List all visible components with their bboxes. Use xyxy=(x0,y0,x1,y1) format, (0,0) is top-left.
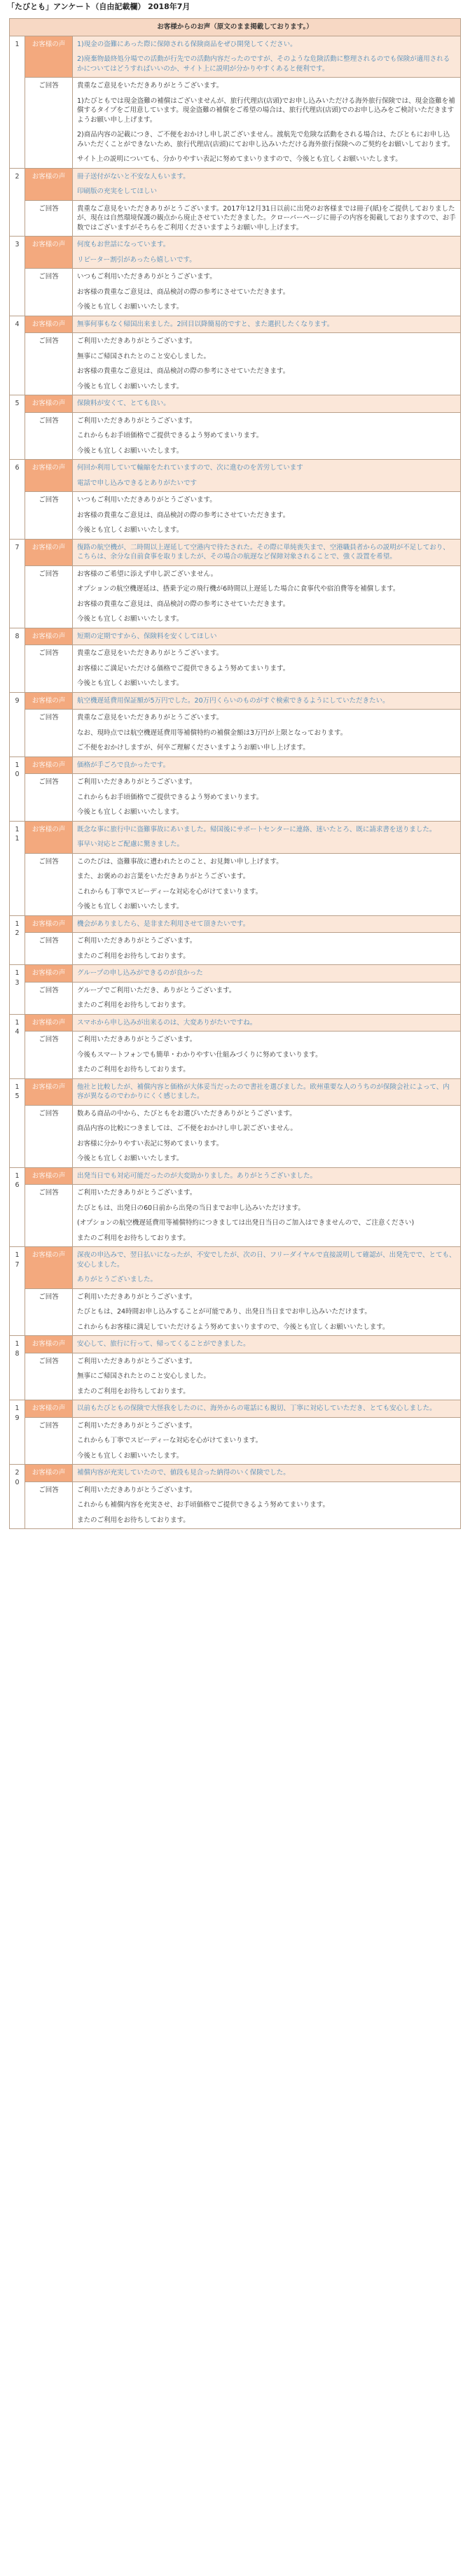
reply-paragraph: たびともは、24時間お申し込みすることが可能であり、出発日当日までお申し込みいただけます。 xyxy=(77,1308,371,1316)
reply-row xyxy=(10,1288,461,1336)
reply-label: ご回答 xyxy=(25,853,73,915)
reply-row xyxy=(10,492,461,540)
reply-row xyxy=(10,1417,461,1465)
entry-number: 15 xyxy=(10,1078,25,1167)
customer-voice-text xyxy=(73,1014,461,1032)
reply-text xyxy=(73,1185,461,1247)
voice-paragraph: ありがとうございました。 xyxy=(77,1276,158,1283)
voice-row xyxy=(10,1167,461,1185)
entry-number: 7 xyxy=(10,539,25,628)
reply-label: ご回答 xyxy=(25,269,73,316)
reply-paragraph: お客様の貴重なご意見は、商品検討の際の参考にさせていただきます。 xyxy=(77,600,290,608)
reply-text xyxy=(73,1481,461,1529)
reply-paragraph: またのご利用をお待ちしております。 xyxy=(77,1516,190,1524)
reply-text xyxy=(73,1353,461,1400)
reply-paragraph: 貴重なご意見をいただきありがとうございます。 xyxy=(77,714,223,722)
entry-number: 18 xyxy=(10,1336,25,1400)
entry-number: 14 xyxy=(10,1014,25,1078)
customer-voice-label: お客様の声 xyxy=(25,915,73,933)
customer-voice-text xyxy=(73,1336,461,1353)
reply-text xyxy=(73,1105,461,1167)
voice-paragraph: 短期の定期ですから、保険料を安くしてほしい xyxy=(77,632,217,640)
reply-paragraph: お客様のご希望に添えず申し訳ございません。 xyxy=(77,570,218,578)
customer-voice-text xyxy=(73,1167,461,1185)
reply-paragraph: 貴重なご意見をいただきありがとうございます。2017年12月31日以前に出発のお客様までは冊子(紙)をご提供しておりましたが、現在は自然環境保護の観点から廃止させていただきました。クローバーページに冊子の内容を掲載しておりますので、お手数ではございますがそちらをご利用くださいますようお願い申し上げます。 xyxy=(77,204,456,232)
reply-row xyxy=(10,710,461,757)
voice-row xyxy=(10,237,461,269)
voice-row xyxy=(10,316,461,333)
voice-row xyxy=(10,1247,461,1289)
voice-paragraph: 保険料が安くて、とても良い。 xyxy=(77,400,170,407)
voice-paragraph: 補償内容が充実していたので、値段も見合った納得のいく保険でした。 xyxy=(77,1469,290,1477)
reply-paragraph: お客様の貴重なご意見は、商品検討の際の参考にさせていただきます。 xyxy=(77,511,290,519)
customer-voice-text xyxy=(73,1400,461,1418)
voice-paragraph: 出発当日でも対応可能だったのが大変助かりました。ありがとうございました。 xyxy=(77,1171,317,1180)
customer-voice-text xyxy=(73,1465,461,1482)
entry-number: 16 xyxy=(10,1167,25,1247)
reply-paragraph: 今後とも宜しくお願いいたします。 xyxy=(77,446,184,455)
reply-label: ご回答 xyxy=(25,1105,73,1167)
reply-paragraph: ご利用いただきありがとうございます。 xyxy=(77,778,197,786)
customer-voice-label: お客様の声 xyxy=(25,1078,73,1105)
reply-paragraph: 今後とも宜しくお願いいたします。 xyxy=(77,1155,184,1162)
reply-paragraph: 2)商品内容の記載につき、ご不便をおかけし申し訳ございません。渡航先で危険な活動をされる場合は、たびともにお申し込みいただくことができないため、旅行代理店(店頭)にてお申し込みいただける海外旅行保険へのご契約をお願いしております。 xyxy=(77,131,455,148)
survey-table xyxy=(9,18,461,1529)
reply-row xyxy=(10,333,461,395)
reply-paragraph: 今後とも宜しくお願いいたします。 xyxy=(77,903,184,910)
reply-paragraph: たびともは、出発日の60日前から出発の当日までお申し込みいただけます。 xyxy=(77,1204,305,1212)
voice-row xyxy=(10,1336,461,1353)
voice-paragraph: 無事何事もなく帰国出来ました。2回目以降簡易的ですと、また選択したくなります。 xyxy=(77,320,334,328)
voice-row xyxy=(10,168,461,200)
reply-label: ご回答 xyxy=(25,1185,73,1247)
voice-paragraph: リピーター割引があったら嬉しいです。 xyxy=(77,255,196,264)
reply-row xyxy=(10,565,461,628)
reply-paragraph: 貴重なご意見をいただきありがとうございます。 xyxy=(77,82,223,90)
reply-text xyxy=(73,412,461,460)
voice-paragraph: グループの申し込みができるのが良かった xyxy=(77,969,203,977)
reply-paragraph: ご利用いただきありがとうございます。 xyxy=(77,1036,197,1043)
reply-text xyxy=(73,1032,461,1079)
customer-voice-label: お客様の声 xyxy=(25,965,73,983)
customer-voice-label: お客様の声 xyxy=(25,1400,73,1418)
reply-paragraph: 今後とも宜しくお願いいたします。 xyxy=(77,808,184,816)
entry-number: 17 xyxy=(10,1247,25,1336)
reply-paragraph: 今後とも宜しくお願いいたします。 xyxy=(77,526,184,534)
reply-paragraph: お客様の貴重なご意見は、商品検討の際の参考にさせていただきます。 xyxy=(77,288,290,296)
customer-voice-label: お客様の声 xyxy=(25,821,73,853)
entry-number: 12 xyxy=(10,915,25,965)
customer-voice-label: お客様の声 xyxy=(25,36,73,78)
reply-text xyxy=(73,492,461,540)
customer-voice-text xyxy=(73,395,461,413)
voice-row xyxy=(10,395,461,413)
reply-paragraph: これからもお手頃価格でご提供できるよう努めてまいります。 xyxy=(77,793,263,801)
reply-row xyxy=(10,853,461,915)
voice-paragraph: 機会がありましたら、是非また利用させて頂きたいです。 xyxy=(77,920,250,928)
entry-number: 10 xyxy=(10,756,25,821)
reply-paragraph: ご利用いただきありがとうございます。 xyxy=(77,1293,197,1301)
customer-voice-label: お客様の声 xyxy=(25,1247,73,1289)
reply-label: ご回答 xyxy=(25,1353,73,1400)
reply-paragraph: 無事にご帰国されたとのこと安心しました。 xyxy=(77,1372,211,1380)
reply-row xyxy=(10,1353,461,1400)
voice-row xyxy=(10,460,461,492)
reply-text xyxy=(73,565,461,628)
voice-paragraph: 電話で申し込みできるとありがたいです xyxy=(77,479,198,487)
entry-number: 1 xyxy=(10,36,25,168)
reply-label: ご回答 xyxy=(25,1288,73,1336)
voice-row xyxy=(10,1014,461,1032)
voice-row xyxy=(10,821,461,853)
reply-label: ご回答 xyxy=(25,645,73,693)
reply-row xyxy=(10,1032,461,1079)
customer-voice-text xyxy=(73,965,461,983)
reply-paragraph: お客様の貴重なご意見は、商品検討の際の参考にさせていただきます。 xyxy=(77,367,290,375)
reply-paragraph: オプションの航空機遅延は、搭乗予定の飛行機が6時間以上遅延した場合に食事代や宿泊費等を補償します。 xyxy=(77,585,400,593)
reply-row xyxy=(10,1185,461,1247)
voice-paragraph: 何回か利用していて輸縮をたれていますので、次に進むのを苦労しています xyxy=(77,464,303,472)
reply-label: ご回答 xyxy=(25,200,73,237)
customer-voice-text xyxy=(73,237,461,269)
reply-label: ご回答 xyxy=(25,565,73,628)
entry-number: 9 xyxy=(10,692,25,756)
reply-paragraph: ご利用いただきありがとうございます。 xyxy=(77,416,197,425)
customer-voice-text xyxy=(73,756,461,774)
reply-text xyxy=(73,982,461,1014)
reply-paragraph: またのご利用をお待ちしております。 xyxy=(77,1001,190,1009)
reply-text xyxy=(73,269,461,316)
reply-row xyxy=(10,1481,461,1529)
reply-paragraph: 今後とも宜しくお願いいたします。 xyxy=(77,615,184,623)
reply-paragraph: 商品内容の比較につきましては、ご不便をおかけし申し訳ございません。 xyxy=(77,1125,297,1132)
reply-text xyxy=(73,710,461,757)
customer-voice-label: お客様の声 xyxy=(25,756,73,774)
customer-voice-label: お客様の声 xyxy=(25,316,73,333)
reply-paragraph: お客様にご満足いただける価格でご提供できるよう努めてまいります。 xyxy=(77,664,290,673)
reply-row xyxy=(10,200,461,237)
customer-voice-label: お客様の声 xyxy=(25,395,73,413)
voice-paragraph: 価格が手ごろで良かったです。 xyxy=(77,761,170,769)
reply-paragraph: 今後とも宜しくお願いいたします。 xyxy=(77,303,184,311)
reply-label: ご回答 xyxy=(25,774,73,822)
customer-voice-label: お客様の声 xyxy=(25,1167,73,1185)
reply-label: ご回答 xyxy=(25,412,73,460)
reply-paragraph: いつもご利用いただきありがとうございます。 xyxy=(77,496,216,504)
reply-text xyxy=(73,78,461,169)
reply-row xyxy=(10,933,461,965)
voice-row xyxy=(10,915,461,933)
customer-voice-text xyxy=(73,36,461,78)
reply-paragraph: 今後とも宜しくお願いいたします。 xyxy=(77,680,184,687)
customer-voice-label: お客様の声 xyxy=(25,539,73,565)
reply-paragraph: このたびは、盗難事故に遭われたとのこと、お見舞い申し上げます。 xyxy=(77,857,283,866)
entry-number: 20 xyxy=(10,1465,25,1529)
voice-row xyxy=(10,628,461,645)
customer-voice-text xyxy=(73,821,461,853)
reply-label: ご回答 xyxy=(25,982,73,1014)
reply-row xyxy=(10,269,461,316)
reply-label: ご回答 xyxy=(25,1032,73,1079)
reply-paragraph: 今後もスマートフォンでも簡単・わかりやすい仕組みづくりに努めてまいります。 xyxy=(77,1050,322,1059)
voice-row xyxy=(10,539,461,565)
reply-paragraph: 1)たびともでは現金盗難の補償はございませんが、旅行代理店(店頭)でお申し込みいただける海外旅行保険では、現金盗難を補償するタイプをご用意しています。現金盗難の補償をご希望の場合は、旅行代理店(店頭)でのお申し込みをご検討いただきますようお願い申し上げます。 xyxy=(77,97,455,124)
customer-voice-label: お客様の声 xyxy=(25,1336,73,1353)
survey-table-body xyxy=(10,19,461,1529)
customer-voice-label: お客様の声 xyxy=(25,1465,73,1482)
customer-voice-label: お客様の声 xyxy=(25,460,73,492)
reply-text xyxy=(73,200,461,237)
voice-row xyxy=(10,1465,461,1482)
reply-paragraph: またのご利用をお待ちしております。 xyxy=(77,1387,190,1395)
reply-paragraph: 今後とも宜しくお願いいたします。 xyxy=(77,382,184,390)
reply-paragraph: グループでご利用いただき、ありがとうございます。 xyxy=(77,986,236,994)
voice-paragraph: 安心して、旅行に行って、帰ってくることができました。 xyxy=(77,1340,250,1348)
voice-row xyxy=(10,1400,461,1418)
reply-paragraph: ご利用いただきありがとうございます。 xyxy=(77,937,197,945)
voice-paragraph: 2)廃棄物最終処分場での活動が行先での活動内容だったのですが、そのような危険活動に整理されるのでも保険が適用されるかについてはどうすればいいのか、サイト上に説明が分かりやすくあると便利です。 xyxy=(77,55,450,73)
voice-paragraph: 復路の航空機が、二時間以上遅延して空港内で待たされた。その際に単純喪失まで、空港職員者からの説明が不足しており、こちらは、余分な自前食事を取りましたが、その場合の航遅など保障対象されることで、強く設置を希望。 xyxy=(77,543,450,561)
banner-heading: お客様からのお声（原文のまま掲載しております。） xyxy=(10,19,461,36)
voice-paragraph: 1)現金の盗難にあった際に保障される保険商品をぜひ開発してください。 xyxy=(77,40,297,48)
entry-number: 4 xyxy=(10,316,25,395)
reply-label: ご回答 xyxy=(25,1417,73,1465)
entry-number: 11 xyxy=(10,821,25,915)
voice-row xyxy=(10,965,461,983)
reply-paragraph: (オプションの航空機遅延費用等補償特約につきましては出発日当日のご加入はできませんので、ご注意ください) xyxy=(77,1219,415,1227)
reply-paragraph: またのご利用をお待ちしております。 xyxy=(77,1234,190,1242)
entry-number: 3 xyxy=(10,237,25,316)
voice-paragraph: 航空機遅延費用保証額が5万円でした。20万円くらいのものがすぐ検索できるようにしていただきたい。 xyxy=(77,696,389,705)
customer-voice-text xyxy=(73,692,461,710)
customer-voice-text xyxy=(73,1078,461,1105)
reply-text xyxy=(73,1288,461,1336)
customer-voice-label: お客様の声 xyxy=(25,168,73,200)
reply-row xyxy=(10,645,461,693)
reply-label: ご回答 xyxy=(25,492,73,540)
reply-paragraph: ご不便をおかけしますが、何卒ご理解くださいますようお願い申し上げます。 xyxy=(77,744,310,752)
reply-paragraph: これからもお客様に満足していただけるよう努めてまいりますので、今後とも宜しくお願いいたします。 xyxy=(77,1323,389,1331)
customer-voice-text xyxy=(73,1247,461,1289)
reply-text xyxy=(73,853,461,915)
reply-paragraph: またのご利用をお待ちしております。 xyxy=(77,952,190,960)
customer-voice-label: お客様の声 xyxy=(25,692,73,710)
voice-paragraph: 既念な事に旅行中に盗難事故にあいました。帰国後にサポートセンターに連絡、迷いたとろ、既に請求書を送りました。 xyxy=(77,825,436,833)
customer-voice-text xyxy=(73,915,461,933)
voice-row xyxy=(10,756,461,774)
reply-text xyxy=(73,645,461,693)
entry-number: 2 xyxy=(10,168,25,237)
reply-paragraph: 無事にご帰国されたとのこと安心しました。 xyxy=(77,352,211,360)
reply-paragraph: 数ある商品の中から、たびともをお選びいただきありがとうございます。 xyxy=(77,1109,296,1118)
reply-label: ご回答 xyxy=(25,333,73,395)
entry-number: 19 xyxy=(10,1400,25,1465)
entry-number: 5 xyxy=(10,395,25,460)
reply-text xyxy=(73,933,461,965)
reply-label: ご回答 xyxy=(25,1481,73,1529)
reply-paragraph: またのご利用をお待ちしております。 xyxy=(77,1066,190,1074)
reply-paragraph: ご利用いただきありがとうございます。 xyxy=(77,1357,197,1365)
reply-paragraph: お客様に分かりやすい表記に努めてまいります。 xyxy=(77,1139,223,1148)
voice-paragraph: 他社と比較したが、補償内容と価格が大体妥当だったので書社を選びました。欧州重要な人のうちのが保険会社によって、内容が異なるのでわかりにくく感じました。 xyxy=(77,1083,450,1100)
voice-row xyxy=(10,1078,461,1105)
reply-paragraph: サイト上の説明についても、分かりやすい表記に努めてまいりますので、今後とも宜しくお願いいたします。 xyxy=(77,155,402,163)
reply-paragraph: また、お褒めのお言葉をいただきありがとうございます。 xyxy=(77,873,250,880)
customer-voice-text xyxy=(73,316,461,333)
voice-paragraph: 何度もお世話になっています。 xyxy=(77,241,170,248)
voice-paragraph: 深夜の申込みで、翌日払いになったが、不安でしたが、次の日、フリーダイヤルで直接説明して確認が、出発先でで、とても、安心しました。 xyxy=(77,1251,456,1269)
customer-voice-text xyxy=(73,628,461,645)
document-title: 「たびとも」アンケート（自由記載欄） 2018年7月 xyxy=(7,2,191,11)
reply-paragraph: 貴重なご意見をいただきありがとうございます。 xyxy=(77,649,223,657)
reply-label: ご回答 xyxy=(25,78,73,169)
banner-row xyxy=(10,19,461,36)
voice-paragraph: スマホから申し込みが出来るのは、大変ありがたいですね。 xyxy=(77,1018,257,1027)
voice-paragraph: 以前もたびともの保険で大怪我をしたのに、海外からの電話にも親切、丁寧に対応していただき、とても安心しました。 xyxy=(77,1405,436,1412)
reply-paragraph: ご利用いただきありがとうございます。 xyxy=(77,1189,197,1197)
reply-paragraph: ご利用いただきありがとうございます。 xyxy=(77,1421,197,1430)
customer-voice-text xyxy=(73,168,461,200)
reply-row xyxy=(10,1105,461,1167)
voice-paragraph: 事早い対応とご配慮に驚きました。 xyxy=(77,840,184,848)
voice-row xyxy=(10,36,461,78)
customer-voice-label: お客様の声 xyxy=(25,628,73,645)
voice-paragraph: 印刷版の充実をしてほしい xyxy=(77,188,158,195)
reply-paragraph: なお、現時点では航空機遅延費用等補償特約の補償金額は3万円が上限となっております。 xyxy=(77,729,347,737)
voice-paragraph: 冊子送付がないと不安な人もいます。 xyxy=(77,172,190,181)
entry-number: 8 xyxy=(10,628,25,692)
entry-number: 6 xyxy=(10,460,25,540)
reply-paragraph: これからも丁寧でスピーディーな対応を心がけてまいります。 xyxy=(77,887,263,896)
entry-number: 13 xyxy=(10,965,25,1015)
customer-voice-label: お客様の声 xyxy=(25,237,73,269)
customer-voice-text xyxy=(73,460,461,492)
reply-label: ご回答 xyxy=(25,933,73,965)
voice-row xyxy=(10,692,461,710)
reply-text xyxy=(73,333,461,395)
reply-paragraph: 今後とも宜しくお願いいたします。 xyxy=(77,1451,184,1460)
customer-voice-text xyxy=(73,539,461,565)
reply-row xyxy=(10,78,461,169)
customer-voice-label: お客様の声 xyxy=(25,1014,73,1032)
reply-label: ご回答 xyxy=(25,710,73,757)
reply-row xyxy=(10,982,461,1014)
reply-paragraph: ご利用いただきありがとうございます。 xyxy=(77,1486,197,1494)
reply-paragraph: これからも丁寧でスピーディーな対応を心がけてまいります。 xyxy=(77,1437,263,1444)
reply-paragraph: これからもお手頃価格でご提供できるよう努めてまいります。 xyxy=(77,432,263,439)
reply-text xyxy=(73,1417,461,1465)
reply-paragraph: いつもご利用いただきありがとうございます。 xyxy=(77,273,216,281)
reply-paragraph: ご利用いただきありがとうございます。 xyxy=(77,337,197,345)
reply-paragraph: これからも補償内容を充実させ、お手頃価格でご提供できるよう努めてまいります。 xyxy=(77,1501,329,1509)
reply-text xyxy=(73,774,461,822)
reply-row xyxy=(10,412,461,460)
reply-row xyxy=(10,774,461,822)
